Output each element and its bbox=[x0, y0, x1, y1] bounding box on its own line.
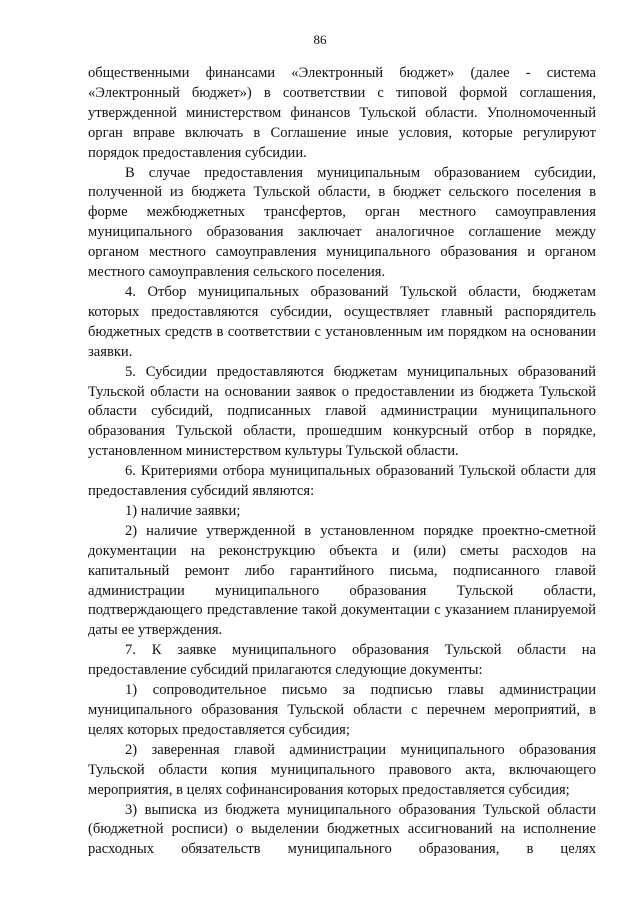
list-item: 2) заверенная главой администрации муниципального образования Тульской области копия муниципального правового акта, включающего мероприятия, в целях софинансирования которых предоставляется субсидия; bbox=[88, 741, 596, 798]
list-item: 3) выписка из бюджета муниципального образования Тульской области (бюджетной росписи) о выделении бюджетных ассигнований на исполнение расходных обязательств муниципального образования, в целях bbox=[88, 801, 596, 858]
paragraph: 5. Субсидии предоставляются бюджетам муниципальных образований Тульской области на основании заявок о предоставлении из бюджета Тульской области субсидий, подписанных главой администрации муниципального образования Тульской области, прошедшим конкурсный отбор в порядке, установленном министерством культуры Тульской области. bbox=[88, 363, 596, 460]
list-item: 1) сопроводительное письмо за подписью главы администрации муниципального образования Тульской области с перечнем мероприятий, в целях которых предоставляется субсидия; bbox=[88, 682, 596, 738]
paragraph: В случае предоставления муниципальным образованием субсидии, полученной из бюджета Тульской области, в бюджет сельского поселения в форме межбюджетных трансфертов, орган местного самоуправления муниципального образования заключает аналогичное соглашение между органом местного самоуправления муниципального образования и органом местного самоуправления сельского поселения. bbox=[88, 164, 596, 281]
paragraph: 4. Отбор муниципальных образований Тульской области, бюджетам которых предоставляются субсидии, осуществляет главный распорядитель бюджетных средств в соответствии с установленным им порядком на основании заявки. bbox=[88, 283, 596, 360]
list-item: 2) наличие утвержденной в установленном порядке проектно-сметной документации на реконструкцию объекта и (или) сметы расходов на капитальный ремонт либо гарантийного письма, подписанного главой администрации муниципального образования Тульской области, подтверждающего представление такой документации с указанием планируемой даты ее утверждения. bbox=[88, 522, 596, 639]
paragraph: 7. К заявке муниципального образования Тульской области на предоставление субсидий прилагаются следующие документы: bbox=[88, 642, 596, 679]
paragraph: общественными финансами «Электронный бюджет» (далее - система «Электронный бюджет») в соответствии с типовой формой соглашения, утвержденной министерством финансов Тульской области. Уполномоченный орган вправе включать в Соглашение иные условия, которые регулируют порядок предоставления субсидии. bbox=[88, 65, 596, 161]
paragraph: 6. Критериями отбора муниципальных образований Тульской области для предоставления субсидий являются: bbox=[88, 463, 596, 500]
document-body bbox=[88, 64, 596, 860]
page-number: 86 bbox=[313, 32, 327, 47]
list-item: 1) наличие заявки; bbox=[125, 502, 241, 519]
